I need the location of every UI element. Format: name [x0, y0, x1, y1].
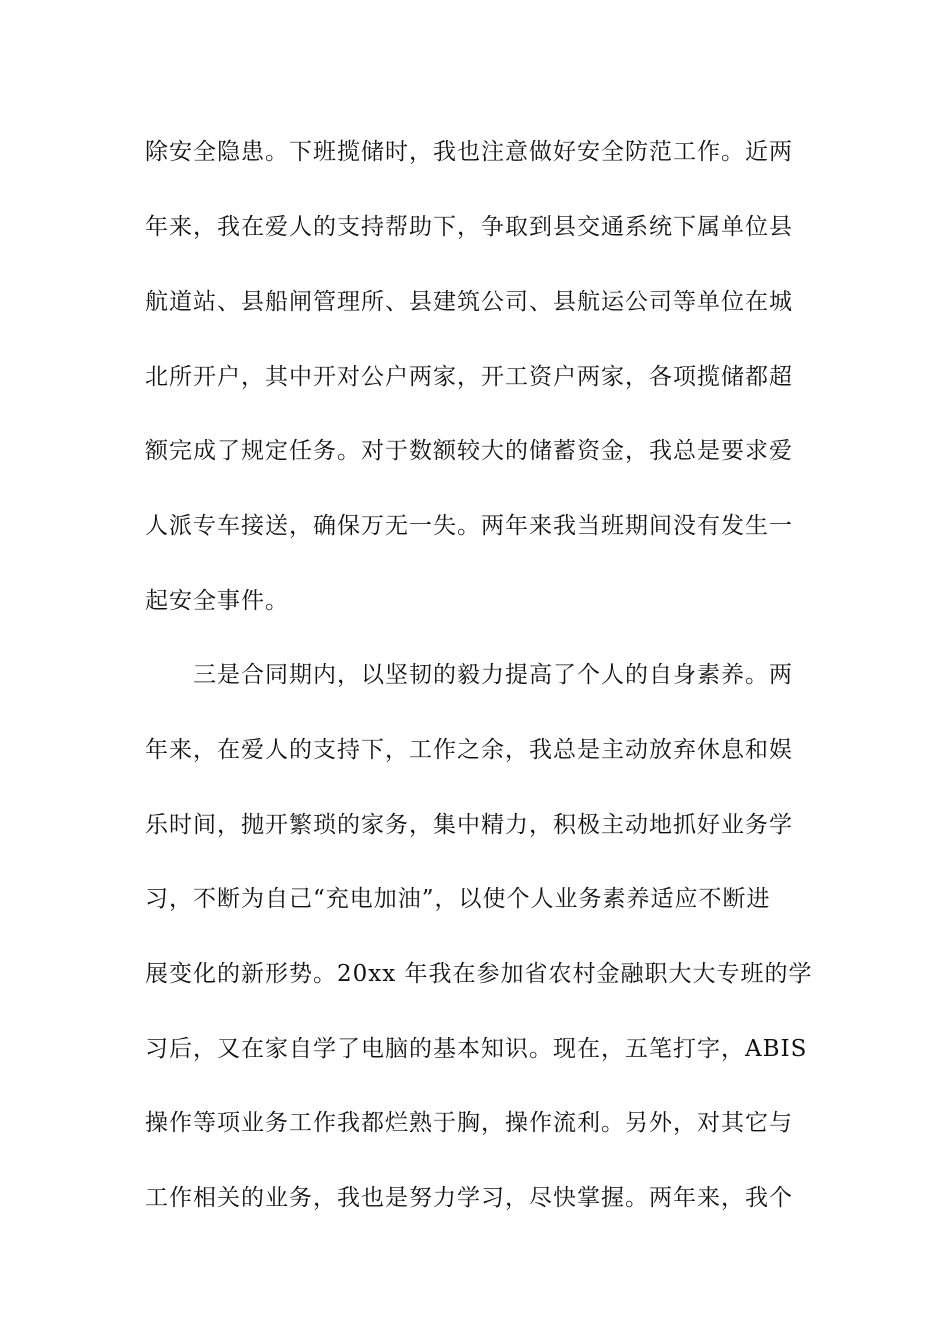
text-line: 展变化的新形势。20xx 年我在参加省农村金融职大大专班的学	[145, 961, 813, 987]
text-line: 年来，我在爱人的支持帮助下，争取到县交通系统下属单位县	[145, 214, 793, 240]
text-line: 额完成了规定任务。对于数额较大的储蓄资金，我总是要求爱	[145, 438, 793, 464]
text-line: 除安全隐患。下班揽储时，我也注意做好安全防范工作。近两	[145, 139, 793, 165]
text-line: 操作等项业务工作我都烂熟于胸，操作流利。另外，对其它与	[145, 1110, 793, 1136]
text-line: 乐时间，抛开繁琐的家务，集中精力，积极主动地抓好业务学	[145, 812, 793, 838]
text-line: 习，不断为自己“充电加油”，以使个人业务素养适应不断进	[145, 886, 771, 912]
text-line: 习后，又在家自学了电脑的基本知识。现在，五笔打字，ABIS	[145, 1036, 808, 1062]
text-line: 起安全事件。	[145, 588, 289, 614]
text-line: 年来，在爱人的支持下，工作之余，我总是主动放弃休息和娱	[145, 737, 793, 763]
text-line: 航道站、县船闸管理所、县建筑公司、县航运公司等单位在城	[145, 289, 793, 315]
text-line: 人派专车接送，确保万无一失。两年来我当班期间没有发生一	[145, 513, 793, 539]
paragraph-first-line: 三是合同期内，以坚韧的毅力提高了个人的自身素养。两	[193, 662, 793, 688]
text-line: 北所开户，其中开对公户两家，开工资户两家，各项揽储都超	[145, 364, 793, 390]
text-line: 工作相关的业务，我也是努力学习，尽快掌握。两年来，我个	[145, 1185, 793, 1211]
